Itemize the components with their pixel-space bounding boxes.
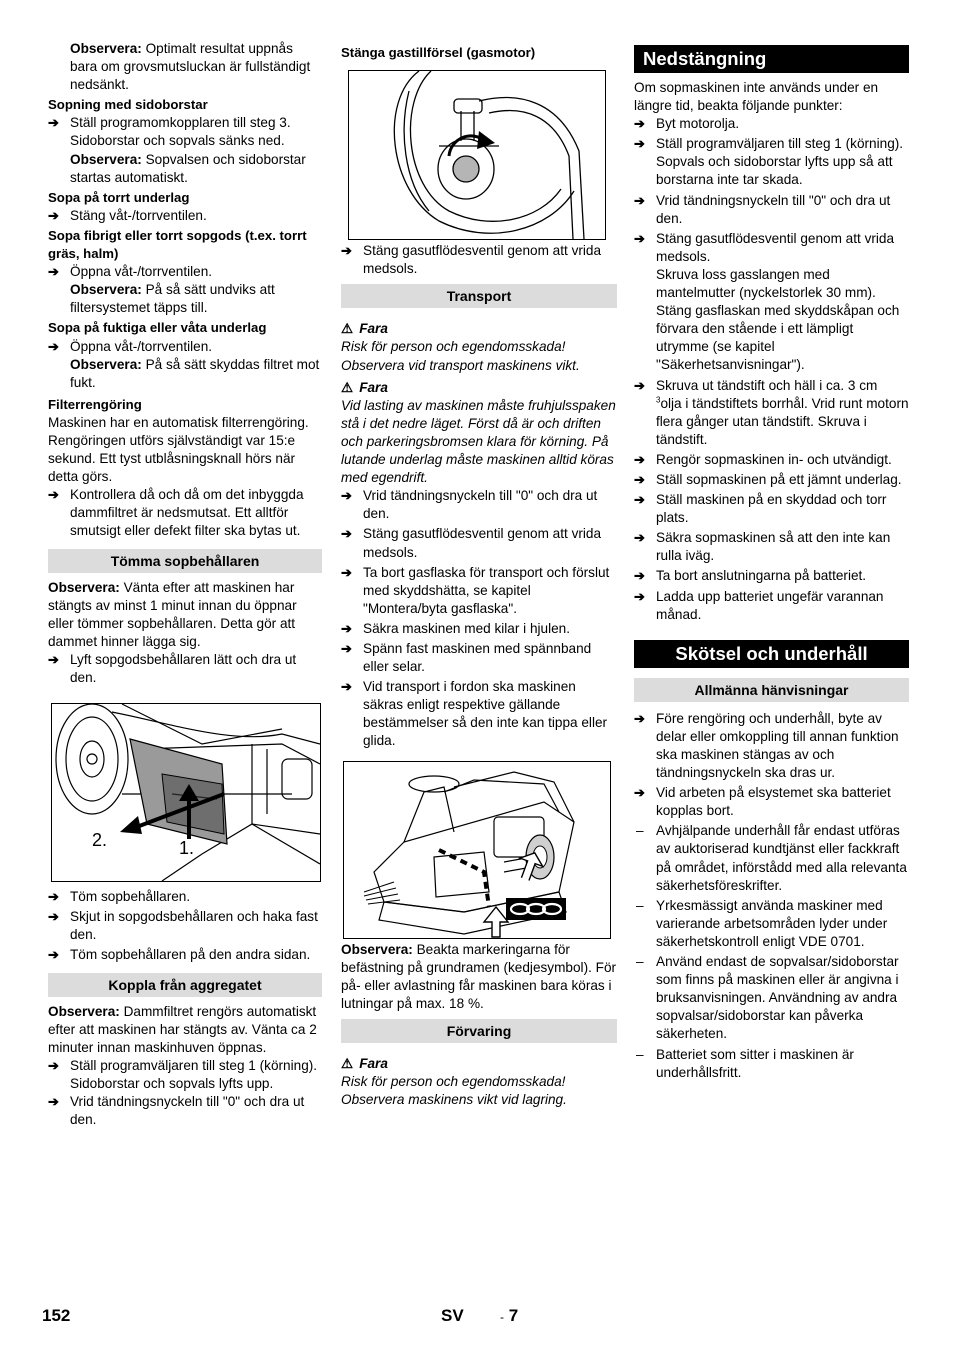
arrow-right-icon: ➔ — [634, 568, 645, 584]
warning-triangle-icon: ⚠ — [341, 379, 354, 395]
arrow-right-icon: ➔ — [634, 192, 645, 208]
gas-valve-illustration — [349, 71, 605, 239]
arrow-right-icon: ➔ — [634, 451, 645, 467]
warning-heading: ⚠ Fara — [341, 379, 617, 397]
arrow-right-icon: ➔ — [634, 136, 645, 152]
list-item: ➔ Stäng våt-/torrventilen. — [48, 207, 322, 225]
arrow-right-icon: ➔ — [634, 471, 645, 487]
list-continuation: Skruva loss gasslangen med mantelmutter (nyckelstorlek 30 mm). — [656, 266, 876, 301]
column-1 — [48, 40, 322, 1129]
section-band-transport: Transport — [341, 284, 617, 308]
arrow-right-icon: ➔ — [341, 526, 352, 542]
list-item: ➔ Skruva ut tändstift och häll i ca. 3 cm $^3$olja i tändstiftets borrhål. Vrid runt motorn flera gånger utan tändstift. Skruva i tändstift. — [634, 377, 909, 447]
list-item: ➔ Före rengöring och underhåll, byte av delar eller omkoppling till annan funktion ska maskinen stängas av och tändningsnyckeln ska dras ur. — [634, 710, 899, 781]
list-item: ➔ Kontrollera då och då om det inbyggda dammfiltret är nedsmutsat. Ett alltför smutsigt eller defekt filter ska bytas ut. — [48, 487, 304, 539]
section-band-general: Allmänna hänvisningar — [634, 678, 909, 702]
dash-item: – Avhjälpande underhåll får endast utföras av auktoriserad kundtjänst eller fackkraft på området, införstådd med alla relevanta säkerhetsföreskrifter. — [636, 823, 907, 893]
note-paragraph: Observera: Vänta efter att maskinen har stängts av minst 1 minut innan du öppnar eller tömmer sopbehållaren. Detta gör att dammet hinner lägga sig. — [48, 579, 297, 649]
heading-wet-floor: Sopa på fuktiga eller våta underlag — [48, 320, 267, 336]
list-continuation: Stäng gasflaskan med skyddskåpan och förvara den stående i ett lämpligt utrymme (se kapitel "Säkerhetsanvisningar"). — [656, 303, 900, 373]
list-item: ➔ Vid arbeten på elsystemet ska batteriet kopplas bort. — [634, 785, 891, 819]
section-band-storage: Förvaring — [341, 1019, 617, 1043]
warning-text: Vid lasting av maskinen måste fruhjulsspaken stå i det nedre läget. Först då är och driften och parkeringsbromsen klara för körning. På lutande underlag måste maskinen alltid köras med egendrift. — [341, 397, 616, 486]
filter-paragraph: Maskinen har en automatisk filterrengöring. Rengöringen utförs självständigt var 15:e sekund. Ett tyst utblåsningsknall hörs när detta görs. — [48, 414, 309, 485]
list-item: ➔ Stäng gasutflödesventil genom att vrida medsols. — [634, 230, 895, 264]
figure-gas-valve — [348, 70, 606, 240]
arrow-right-icon: ➔ — [634, 588, 645, 604]
arrow-right-icon: ➔ — [634, 230, 645, 246]
heading-dry-floor: Sopa på torrt underlag — [48, 189, 190, 205]
list-item: ➔ Ställ sopmaskinen på ett jämnt underlag. — [634, 471, 909, 489]
arrow-right-icon: ➔ — [341, 620, 352, 636]
section-band-disconnect: Koppla från aggregatet — [48, 973, 322, 997]
list-item: ➔ Byt motorolja. — [634, 115, 909, 133]
arrow-right-icon: ➔ — [48, 889, 59, 905]
arrow-right-icon: ➔ — [341, 679, 352, 695]
dash-item: – Yrkesmässigt använda maskiner med varierande arbetsområden lyder under säkerhetskontroll enligt VDE 0701. — [636, 897, 888, 949]
heading-fibrous: Sopa fibrigt eller torrt sopgods (t.ex. torrt gräs, halm) — [48, 227, 307, 262]
arrow-right-icon: ➔ — [341, 243, 352, 259]
dash-item: – Använd endast de sopvalsar/sidoborstar som finns på maskinen eller är angivna i bruksanvisningen. Användning av andra sopvalsar/sidoborstar kan påverka säkerheten. — [636, 954, 899, 1042]
list-item: ➔ Rengör sopmaskinen in- och utvändigt. — [634, 451, 909, 469]
list-item: ➔ Ta bort gasflaska för transport och förslut med skyddshätta, se kapitel "Montera/byta gasflaska". — [341, 564, 610, 616]
arrow-right-icon: ➔ — [341, 488, 352, 504]
arrow-right-icon: ➔ — [48, 652, 59, 667]
section-band-empty: Tömma sopbehållaren — [48, 549, 322, 573]
list-item: ➔ Ställ programväljaren till steg 1 (körning). Sidoborstar och sopvals lyfts upp. — [48, 1057, 318, 1092]
list-item: ➔ Skjut in sopgodsbehållaren och haka fast den. — [48, 909, 318, 943]
warning-triangle-icon: ⚠ — [341, 1056, 354, 1071]
arrow-right-icon: ➔ — [634, 710, 645, 726]
arrow-right-icon: ➔ — [48, 115, 59, 131]
list-item: ➔ Töm sopbehållaren på den andra sidan. — [48, 946, 322, 964]
column-2 — [341, 40, 617, 1109]
section-title-shutdown: Nedstängning — [634, 45, 909, 73]
sweeper-illustration — [344, 762, 610, 938]
sub-page-number: - 7 — [500, 1306, 519, 1325]
list-item: ➔ Öppna våt-/torrventilen. — [48, 263, 322, 281]
arrow-right-icon: ➔ — [634, 116, 645, 132]
heading-side-brushes: Sopning med sidoborstar — [48, 97, 208, 113]
list-item: ➔ Ta bort anslutningarna på batteriet. — [634, 567, 909, 585]
list-item: ➔ Vrid tändningsnyckeln till "0" och dra ut den. — [48, 1094, 305, 1128]
list-item: ➔ Spänn fast maskinen med spännband eller selar. — [341, 640, 592, 675]
figure-label-2: 2. — [92, 830, 108, 851]
note-paragraph: Observera: Optimalt resultat uppnås bara om grovsmutsluckan är fullständigt nedsänkt. — [70, 41, 311, 93]
column-3 — [634, 40, 909, 1082]
warning-heading: ⚠ Fara — [341, 320, 617, 338]
arrow-right-icon: ➔ — [634, 377, 645, 393]
list-item: ➔ Ställ programomkopplaren till steg 3. Sidoborstar och sopvals sänks ned. — [48, 115, 291, 149]
arrow-right-icon: ➔ — [48, 947, 59, 963]
figure-label-1: 1. — [179, 838, 195, 859]
dust-container-illustration — [52, 704, 320, 881]
arrow-right-icon: ➔ — [341, 640, 352, 656]
list-item: ➔ Ställ maskinen på en skyddad och torr plats. — [634, 492, 887, 526]
list-item: ➔ Vid transport i fordon ska maskinen säkras enligt respektive gällande bestämmelser så den inte kan tippa eller glida. — [341, 679, 608, 749]
arrow-right-icon: ➔ — [634, 530, 645, 546]
list-item: ➔ Vrid tändningsnyckeln till "0" och dra ut den. — [634, 192, 891, 226]
page-number: 152 — [42, 1306, 71, 1325]
arrow-right-icon: ➔ — [48, 487, 59, 503]
list-item: ➔ Ställ programväljaren till steg 1 (körning). Sopvals och sidoborstar lyfts upp så att borstarna inte tar skada. — [634, 136, 904, 188]
note-paragraph: Observera: På så sätt undviks att filtersystemet täpps till. — [70, 282, 275, 316]
list-item: ➔ Stäng gasutflödesventil genom att vrida medsols. — [341, 243, 602, 277]
language-code: SV — [441, 1306, 464, 1325]
warning-text: Risk för person och egendomsskada! Observera vid transport maskinens vikt. — [341, 339, 580, 373]
warning-triangle-icon: ⚠ — [341, 321, 354, 337]
arrow-right-icon: ➔ — [48, 338, 59, 354]
arrow-right-icon: ➔ — [634, 492, 645, 508]
note-paragraph: Observera: Dammfiltret rengörs automatiskt efter att maskinen har stängts av. Vänta ca 2 minuter innan maskinhuven öppnas. — [48, 1003, 317, 1055]
list-item: ➔ Lyft sopgodsbehållaren lätt och dra ut den. — [48, 652, 297, 686]
arrow-right-icon: ➔ — [48, 1057, 59, 1073]
note-paragraph: Observera: På så sätt skyddas filtret mot fukt. — [70, 356, 320, 390]
list-item: ➔ Vrid tändningsnyckeln till "0" och dra ut den. — [341, 488, 598, 522]
heading-filter: Filterrengöring — [48, 396, 142, 412]
list-item: ➔ Ladda upp batteriet ungefär varannan månad. — [634, 588, 884, 622]
arrow-right-icon: ➔ — [48, 207, 59, 223]
figure-transport-fastening — [343, 761, 611, 939]
warning-heading: ⚠ Fara — [341, 1055, 617, 1073]
arrow-right-icon: ➔ — [48, 1094, 59, 1110]
list-item: ➔ Töm sopbehållaren. — [48, 888, 322, 906]
figure-dust-container — [51, 703, 321, 882]
arrow-right-icon: ➔ — [48, 264, 59, 280]
list-item: ➔ Öppna våt-/torrventilen. — [48, 338, 322, 356]
note-paragraph: Observera: Sopvalsen och sidoborstar startas automatiskt. — [70, 151, 306, 185]
arrow-right-icon: ➔ — [48, 909, 59, 925]
list-item: ➔ Säkra maskinen med kilar i hjulen. — [341, 620, 617, 638]
list-item: ➔ Säkra sopmaskinen så att den inte kan rulla iväg. — [634, 530, 891, 564]
list-item: ➔ Stäng gasutflödesventil genom att vrida medsols. — [341, 526, 602, 560]
note-paragraph: Observera: Beakta markeringarna för befästning på grundramen (kedjesymbol). För på- eller avlastning får maskinen bara köras i lutningar på max. 18 %. — [341, 941, 617, 1011]
section-title-care: Skötsel och underhåll — [634, 640, 909, 668]
shutdown-intro: Om sopmaskinen inte används under en längre tid, beakta följande punkter: — [634, 80, 879, 114]
arrow-right-icon: ➔ — [634, 785, 645, 801]
heading-gas: Stänga gastillförsel (gasmotor) — [341, 45, 536, 60]
warning-text: Risk för person och egendomsskada! Observera maskinens vikt vid lagring. — [341, 1074, 567, 1108]
arrow-right-icon: ➔ — [341, 564, 352, 580]
dash-item: – Batteriet som sitter i maskinen är underhållsfritt. — [636, 1046, 854, 1080]
